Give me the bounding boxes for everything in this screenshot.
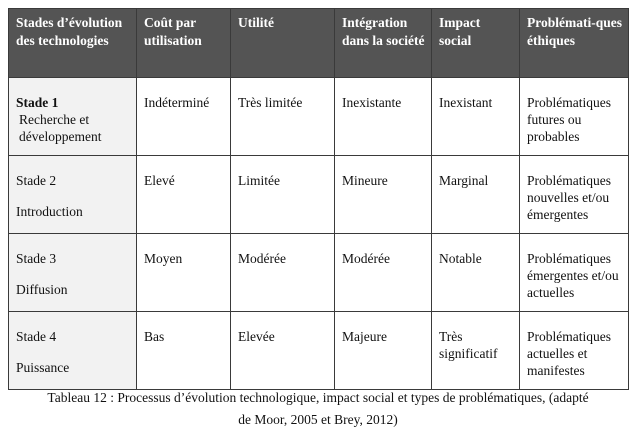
stage-number: Stade 4: [16, 329, 57, 344]
stage-name: Diffusion: [16, 282, 68, 297]
cost-cell: Elevé: [137, 156, 231, 234]
header-row: [9, 9, 629, 78]
header-integration: Intégration dans la société: [335, 9, 432, 78]
table-row: [9, 156, 629, 234]
utility-cell: Très limitée: [231, 78, 335, 156]
header-stages: Stades d’évolution des technologies: [9, 9, 137, 78]
integration-cell: Majeure: [335, 312, 432, 390]
utility-cell: Limitée: [231, 156, 335, 234]
table-row: [9, 78, 629, 156]
stage-number: Stade 1: [16, 95, 59, 110]
header-ethics: Problémati-ques éthiques: [520, 9, 629, 78]
stage-cell: [9, 312, 137, 390]
table-container: [8, 8, 628, 390]
table-row: [9, 234, 629, 312]
cost-cell: Indéterminé: [137, 78, 231, 156]
caption-line-2: de Moor, 2005 et Brey, 2012): [238, 412, 398, 427]
stage-name: Introduction: [16, 204, 83, 219]
header-social-impact: Impact social: [432, 9, 520, 78]
header-utility: Utilité: [231, 9, 335, 78]
stage-cell: [9, 78, 137, 156]
stage-cell: [9, 234, 137, 312]
integration-cell: Mineure: [335, 156, 432, 234]
impact-cell: Très significatif: [432, 312, 520, 390]
impact-cell: Notable: [432, 234, 520, 312]
header-cost: Coût par utilisation: [137, 9, 231, 78]
impact-cell: Inexistant: [432, 78, 520, 156]
evolution-table: [8, 8, 629, 390]
caption-line-1: Tableau 12 : Processus d’évolution technologique, impact social et types de problématiques, (adapté: [47, 390, 589, 405]
ethics-cell: Problématiques actuelles et manifestes: [520, 312, 629, 390]
impact-cell: Marginal: [432, 156, 520, 234]
stage-number: Stade 2: [16, 173, 57, 188]
table-caption: [0, 387, 636, 431]
stage-name: Puissance: [16, 360, 70, 375]
stage-name: Recherche et développement: [19, 112, 102, 144]
cost-cell: Bas: [137, 312, 231, 390]
utility-cell: Elevée: [231, 312, 335, 390]
ethics-cell: Problématiques émergentes et/ou actuelles: [520, 234, 629, 312]
stage-cell: [9, 156, 137, 234]
stage-number: Stade 3: [16, 251, 57, 266]
integration-cell: Modérée: [335, 234, 432, 312]
utility-cell: Modérée: [231, 234, 335, 312]
cost-cell: Moyen: [137, 234, 231, 312]
ethics-cell: Problématiques nouvelles et/ou émergentes: [520, 156, 629, 234]
integration-cell: Inexistante: [335, 78, 432, 156]
ethics-cell: Problématiques futures ou probables: [520, 78, 629, 156]
table-row: [9, 312, 629, 390]
